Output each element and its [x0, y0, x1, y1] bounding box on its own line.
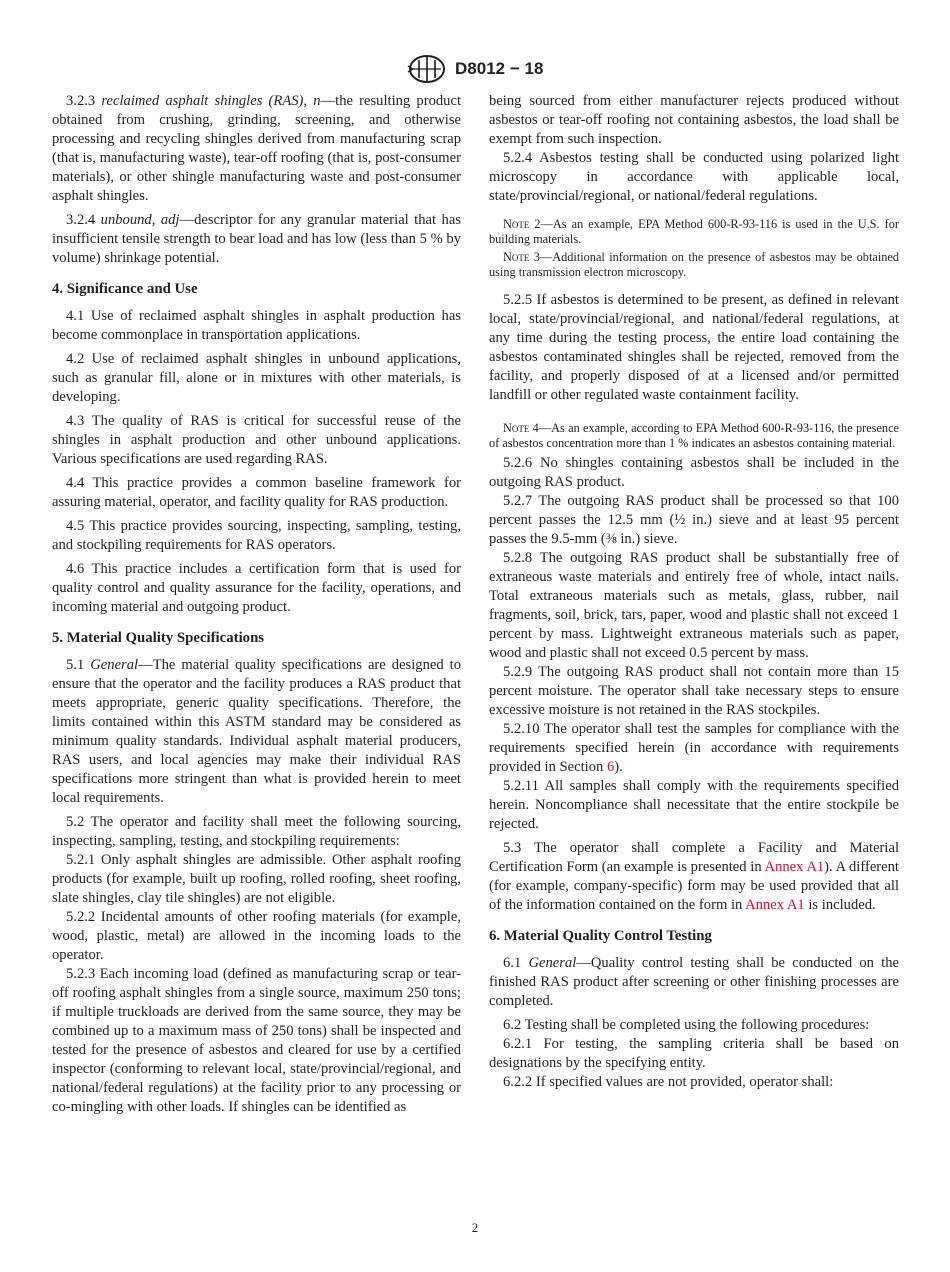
paragraph-5-3: 5.3 The operator shall complete a Facility and Material Certification Form (an example is presented in Annex A1). A different (for example, company-specific) form may be used provided that all of the information contained on the form in Annex A1 is included. [489, 840, 899, 913]
paragraph-5-2-1: 5.2.1 Only asphalt shingles are admissible. Other asphalt roofing products (for example, built up roofing, rolled roofing, sheet roofing, slate shingles, clay tile shingles) are not eligible. [52, 852, 461, 906]
paragraph-5-2-7: 5.2.7 The outgoing RAS product shall be processed so that 100 percent passes the 12.5 mm (½ in.) sieve and at least 95 percent passes the 9.5-mm (⅜ in.) sieve. [489, 493, 899, 547]
paragraph-5-2-5: 5.2.5 If asbestos is determined to be present, as defined in relevant local, state/provincial/regional, and national/federal regulations, at any time during the testing process, the entire load containing the asbestos contaminated shingles shall be rejected, removed from the facility, and properly disposed of at a licensed and/or permitted landfill or other regulated waste containment facility. [489, 292, 899, 403]
paragraph-6-2: 6.2 Testing shall be completed using the following procedures: [503, 1017, 870, 1033]
note-2: Note 2—As an example, EPA Method 600-R-93-116 is used in the U.S. for building materials. [489, 217, 899, 246]
paragraph-6-2-2: 6.2.2 If specified values are not provided, operator shall: [503, 1074, 834, 1090]
paragraph-5-2-8: 5.2.8 The outgoing RAS product shall be substantially free of extraneous waste materials and entirely free of whole, intact nails. Total extraneous materials such as metals, glass, rubber, nail fragments, soil, brick, tars, paper, wood and plastic shall not exceed 1 percent by mass. Lightweight extraneous materials such as paper, wood and plastic shall not exceed 0.5 percent by mass. [489, 550, 899, 661]
paragraph-3-2-4: 3.2.4 unbound, adj—descriptor for any granular material that has insufficient tensile strength to bear load and has low (less than 5 % by volume) shrinkage potential. [52, 212, 461, 266]
paragraph-5-2-11: 5.2.11 All samples shall comply with the requirements specified herein. Noncompliance shall necessitate that the entire stockpile be rejected. [489, 778, 899, 832]
paragraph-5-2-3-continued: being sourced from either manufacturer rejects produced without asbestos or tear-off roofing not containing asbestos, the load shall be exempt from such inspection. [489, 93, 899, 147]
paragraph-5-2-9: 5.2.9 The outgoing RAS product shall not contain more than 15 percent moisture. The operator shall take necessary steps to ensure excessive moisture is not retained in the RAS stockpiles. [489, 664, 899, 718]
paragraph-5-2-2: 5.2.2 Incidental amounts of other roofing materials (for example, wood, plastic, metal) are allowed in the incoming loads to the operator. [52, 909, 461, 963]
paragraph-5-2: 5.2 The operator and facility shall meet the following sourcing, inspecting, sampling, testing, and stockpiling requirements: [52, 814, 461, 849]
paragraph-6-2-1: 6.2.1 For testing, the sampling criteria shall be based on designations by the specifying entity. [489, 1036, 899, 1071]
section-5-heading: 5. Material Quality Specifications [52, 630, 265, 646]
section-4-heading: 4. Significance and Use [52, 281, 198, 297]
paragraph-4-3: 4.3 The quality of RAS is critical for successful reuse of the shingles in asphalt production and other unbound applications. Various specifications are used regarding RAS. [52, 413, 461, 467]
paragraph-4-2: 4.2 Use of reclaimed asphalt shingles in unbound applications, such as granular fill, alone or in mixtures with other materials, is developing. [52, 351, 461, 405]
page-header [0, 54, 950, 84]
note-4: Note 4—As an example, according to EPA Method 600-R-93-116, the presence of asbestos concentration more than 1 % indicates an asbestos containing material. [489, 421, 899, 450]
left-column [52, 92, 461, 1117]
paragraph-3-2-3: 3.2.3 reclaimed asphalt shingles (RAS), n—the resulting product obtained from crushing, grinding, screening, and otherwise processing and recycling shingles derived from manufacturing scrap (that is, manufacturing waste), tear-off roofing (that is, post-consumer materials), or other shingle manufacturing waste and post-consumer asphalt shingles. [52, 93, 461, 204]
paragraph-5-1: 5.1 General—The material quality specifications are designed to ensure that the operator and the facility produces a RAS product that meets appropriate, generic quality specifications. Therefore, the limits contained within this ASTM standard may be considered as minimum quality standards. Individual asphalt material producers, RAS users, and local agencies may make their individual RAS specifications more stringent than what is provided herein to meet local requirements. [52, 657, 462, 806]
paragraph-5-2-10: 5.2.10 The operator shall test the samples for compliance with the requirements specified herein (in accordance with requirements provided in Section 6). [489, 721, 899, 775]
note-3: Note 3—Additional information on the presence of asbestos may be obtained using transmission electron microscopy. [489, 250, 900, 279]
page-number: 2 [471, 1220, 479, 1235]
astm-logo-icon [407, 54, 447, 84]
paragraph-6-1: 6.1 General—Quality control testing shall be conducted on the finished RAS product after screening or other finishing processes are completed. [489, 955, 899, 1009]
section-6-link[interactable]: 6 [606, 759, 615, 775]
paragraph-5-2-4: 5.2.4 Asbestos testing shall be conducted using polarized light microscopy in accordance with applicable local, state/provincial/regional, or national/federal regulations. [489, 150, 899, 204]
paragraph-4-6: 4.6 This practice includes a certification form that is used for quality control and quality assurance for the facility, operations, and incoming material and outgoing product. [52, 561, 461, 615]
paragraph-4-4: 4.4 This practice provides a common baseline framework for assuring material, operator, and facility quality for RAS production. [52, 475, 461, 510]
paragraph-5-2-3: 5.2.3 Each incoming load (defined as manufacturing scrap or tear-off roofing asphalt shingles from a single source, maximum 250 tons; if multiple truckloads are derived from the same source, they may be combined up to a maximum mass of 250 tons) shall be inspected and tested for the presence of asbestos and cleared for use by a certified inspector (conforming to relevant local, state/provincial/regional, and national/federal regulations) at the facility prior to any processing or co-mingling with other loads. If shingles can be identified as [52, 966, 461, 1115]
standard-designation: D8012 − 18 [455, 59, 544, 78]
right-column [489, 92, 899, 1092]
paragraph-4-5: 4.5 This practice provides sourcing, inspecting, sampling, testing, and stockpiling requirements for RAS operators. [52, 518, 461, 553]
paragraph-4-1: 4.1 Use of reclaimed asphalt shingles in asphalt production has become commonplace in transportation applications. [52, 308, 461, 343]
annex-a1-link[interactable]: Annex A1 [764, 859, 825, 875]
annex-a1-link-2[interactable]: Annex A1 [745, 897, 805, 913]
section-6-heading: 6. Material Quality Control Testing [489, 928, 712, 944]
paragraph-5-2-6: 5.2.6 No shingles containing asbestos shall be included in the outgoing RAS product. [489, 455, 899, 490]
